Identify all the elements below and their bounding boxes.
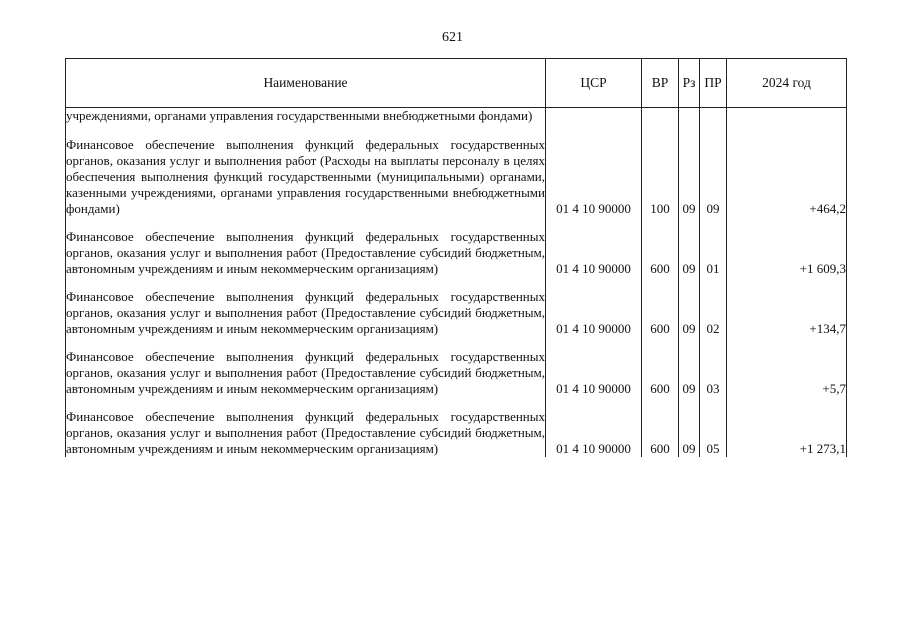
row-gap: [66, 337, 847, 349]
table-row: [66, 229, 847, 277]
row-amount: +5,7: [727, 349, 847, 397]
header-name: Наименование: [66, 59, 546, 108]
row-vr: 600: [642, 409, 679, 457]
row-pr: 02: [700, 289, 727, 337]
row-vr: 100: [642, 137, 679, 217]
header-rz: Рз: [679, 59, 700, 108]
row-gap: [66, 217, 847, 229]
row-rz: 09: [679, 229, 700, 277]
row-vr: 600: [642, 229, 679, 277]
row-amount: +1 273,1: [727, 409, 847, 457]
row-amount: +1 609,3: [727, 229, 847, 277]
table-row: [66, 137, 847, 217]
continuation-text: учреждениями, органами управления государственными внебюджетными фондами): [66, 108, 546, 125]
row-rz: 09: [679, 349, 700, 397]
header-vr: ВР: [642, 59, 679, 108]
row-name: Финансовое обеспечение выполнения функций федеральных государственных органов, оказания услуг и выполнения работ (Предоставление субсидий бюджетным, автономным учреждениям и иным некоммерческим организациям): [66, 229, 545, 276]
page-number: 621: [442, 30, 463, 45]
row-pr: 03: [700, 349, 727, 397]
row-amount: +134,7: [727, 289, 847, 337]
row-rz: 09: [679, 137, 700, 217]
row-name: Финансовое обеспечение выполнения функций федеральных государственных органов, оказания услуг и выполнения работ (Предоставление субсидий бюджетным, автономным учреждениям и иным некоммерческим организациям): [66, 409, 545, 456]
row-gap: [66, 277, 847, 289]
row-vr: 600: [642, 349, 679, 397]
row-name: Финансовое обеспечение выполнения функций федеральных государственных органов, оказания услуг и выполнения работ (Предоставление субсидий бюджетным, автономным учреждениям и иным некоммерческим организациям): [66, 289, 545, 336]
row-name: Финансовое обеспечение выполнения функций федеральных государственных органов, оказания услуг и выполнения работ (Предоставление субсидий бюджетным, автономным учреждениям и иным некоммерческим организациям): [66, 349, 545, 396]
row-csr: 01 4 10 90000: [546, 289, 642, 337]
row-gap: [66, 124, 847, 137]
header-csr: ЦСР: [546, 59, 642, 108]
table-row: [66, 289, 847, 337]
row-csr: 01 4 10 90000: [546, 137, 642, 217]
row-gap: [66, 397, 847, 409]
row-pr: 09: [700, 137, 727, 217]
row-rz: 09: [679, 409, 700, 457]
header-row: [66, 59, 847, 108]
table-row: [66, 349, 847, 397]
row-pr: 05: [700, 409, 727, 457]
row-amount: +464,2: [727, 137, 847, 217]
header-year: 2024 год: [727, 59, 847, 108]
row-vr: 600: [642, 289, 679, 337]
row-rz: 09: [679, 289, 700, 337]
header-pr: ПР: [700, 59, 727, 108]
table-row: [66, 409, 847, 457]
row-pr: 01: [700, 229, 727, 277]
row-csr: 01 4 10 90000: [546, 229, 642, 277]
budget-table: [65, 58, 847, 457]
row-csr: 01 4 10 90000: [546, 409, 642, 457]
row-csr: 01 4 10 90000: [546, 349, 642, 397]
row-name: Финансовое обеспечение выполнения функций федеральных государственных органов, оказания услуг и выполнения работ (Расходы на выплаты персоналу в целях обеспечения выполнения функций государственными (муниципальными) органами, казенными учреждениями, органами управления государственными внебюджетными фондами): [66, 137, 545, 216]
continuation-row: [66, 108, 847, 125]
